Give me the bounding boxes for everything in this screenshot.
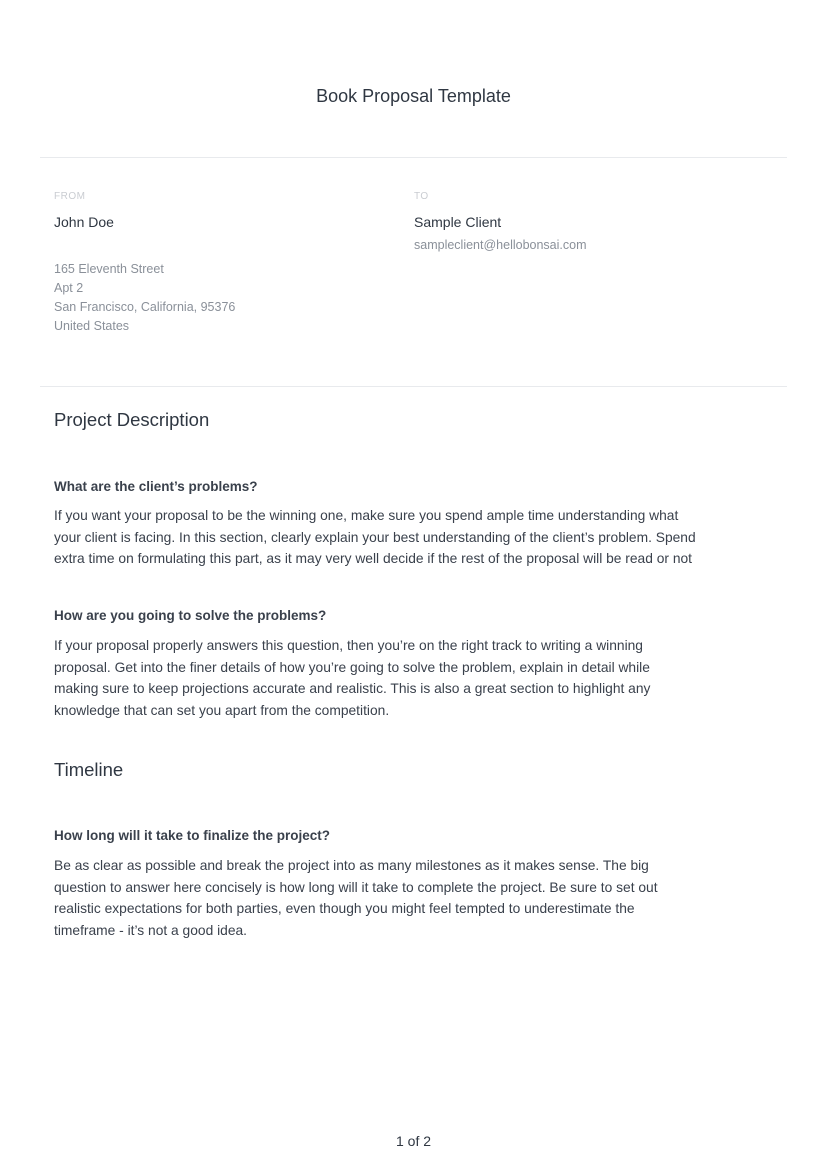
answer-line: question to answer here concisely is how long will it take to complete the project. Be sure to set out <box>54 879 658 895</box>
address-line: Apt 2 <box>54 281 84 295</box>
answer-line: realistic expectations for both parties, even though you might feel tempted to underestimate the <box>54 901 635 916</box>
section-heading-project-description: Project Description <box>54 409 210 430</box>
answer-project-duration <box>54 855 784 941</box>
question-project-duration: How long will it take to finalize the project? <box>54 828 331 843</box>
answer-client-problems <box>54 505 784 570</box>
answer-line: your client is facing. In this section, clearly explain your best understanding of the client’s problem. Spend <box>54 529 696 545</box>
to-label: TO <box>414 191 429 202</box>
address-line: San Francisco, California, 95376 <box>54 300 236 314</box>
document-title: Book Proposal Template <box>316 86 511 106</box>
to-name: Sample Client <box>414 214 502 230</box>
question-solve-problems: How are you going to solve the problems? <box>54 608 327 623</box>
answer-line: timeframe - it’s not a good idea. <box>54 922 248 938</box>
answer-line: extra time on formulating this part, as it may very well decide if the rest of the proposal will be read or not <box>54 551 693 566</box>
question-client-problems: What are the client’s problems? <box>54 479 258 494</box>
answer-line: knowledge that can set you apart from the competition. <box>54 702 390 718</box>
from-label: FROM <box>54 191 86 202</box>
answer-line: If you want your proposal to be the winning one, make sure you spend ample time understanding what <box>54 508 679 523</box>
answer-line: Be as clear as possible and break the project into as many milestones as it makes sense. The big <box>54 858 649 873</box>
address-line: 165 Eleventh Street <box>54 262 164 276</box>
answer-solve-problems <box>54 635 784 721</box>
from-name: John Doe <box>54 214 114 230</box>
answer-line: making sure to keep projections accurate and realistic. This is also a great section to highlight any <box>54 681 651 696</box>
section-heading-timeline: Timeline <box>54 759 124 780</box>
to-email: sampleclient@hellobonsai.com <box>414 238 587 252</box>
address-line: United States <box>54 319 130 333</box>
header-divider <box>40 157 787 158</box>
answer-line: If your proposal properly answers this question, then you’re on the right track to writing a winning <box>54 638 643 653</box>
answer-line: proposal. Get into the finer details of how you’re going to solve the problem, explain in detail while <box>54 659 650 675</box>
parties-divider <box>40 386 787 387</box>
from-address <box>54 260 235 336</box>
page-indicator: 1 of 2 <box>395 1133 432 1149</box>
